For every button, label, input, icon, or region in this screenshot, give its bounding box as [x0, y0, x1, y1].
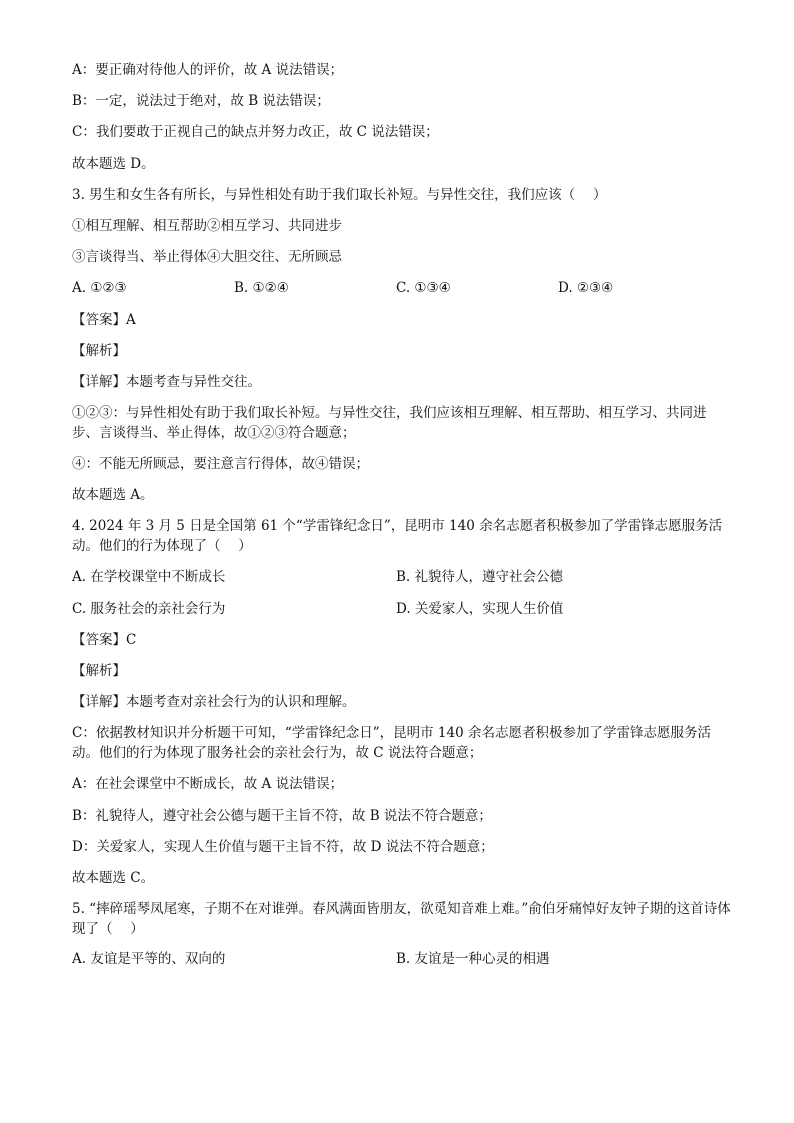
question-4-options-row1 [72, 567, 732, 598]
text-line: A：要正确对待他人的评价，故 A 说法错误； [72, 62, 344, 78]
question-5-options-row1 [72, 949, 732, 980]
option-b: B. ①②④ [234, 280, 289, 297]
option-d: D. ②③④ [558, 280, 614, 297]
question-5-stem: 5. “摔碎瑶琴凤尾寒，子期不在对谁弹。春风满面皆朋友，欲觅知音难上难。”俞伯牙痛悼好友钟子期的这首诗体现了（ ） [72, 901, 731, 938]
analysis-heading: 【解析】 [72, 663, 126, 679]
detail-line: 【详解】本题考查对亲社会行为的认识和理解。 [72, 694, 356, 711]
question-3-stem: 3. 男生和女生各有所长，与异性相处有助于我们取长补短。与异性交往，我们应该（ ） [72, 186, 607, 203]
explanation-text: D：关爱家人，实现人生价值与题干主旨不符，故 D 说法不符合题意； [72, 838, 494, 855]
text-line: B：一定，说法过于绝对，故 B 说法错误； [72, 93, 330, 110]
document-page [72, 60, 732, 980]
question-3-statement: ③言谈得当、举止得体④大胆交往、无所顾忌 [72, 249, 342, 266]
explanation-text: ①②③：与异性相处有助于我们取长补短。与异性交往，我们应该相互理解、相互帮助、相互学习、共同进步、言谈得当、举止得体，故①②③符合题意； [72, 405, 707, 442]
option-c: C. 服务社会的亲社会行为 [72, 600, 226, 617]
answer-line: 【答案】A [72, 311, 136, 328]
answer-line: 【答案】C [72, 631, 137, 648]
option-a: A. 友谊是平等的、双向的 [72, 951, 226, 968]
explanation-text: 故本题选 A。 [72, 487, 154, 504]
explanation-text: B：礼貌待人，遵守社会公德与题干主旨不符，故 B 说法不符合题意； [72, 807, 492, 824]
question-4-stem: 4. 2024 年 3 月 5 日是全国第 61 个“学雷锋纪念日”，昆明市 140 余名志愿者积极参加了学雷锋志愿服务活动。他们的行为体现了（ ） [72, 518, 723, 555]
option-d: D. 关爱家人，实现人生价值 [396, 600, 564, 617]
explanation-text: 故本题选 C。 [72, 869, 155, 886]
explanation-text: A：在社会课堂中不断成长，故 A 说法错误； [72, 776, 344, 793]
text-line: 故本题选 D。 [72, 155, 155, 172]
text-line: C：我们要敢于正视自己的缺点并努力改正，故 C 说法错误； [72, 124, 439, 141]
option-b: B. 礼貌待人，遵守社会公德 [396, 569, 564, 586]
detail-line: 【详解】本题考查与异性交往。 [72, 373, 261, 390]
option-a: A. 在学校课堂中不断成长 [72, 569, 226, 586]
option-b: B. 友谊是一种心灵的相遇 [396, 951, 550, 968]
option-c: C. ①③④ [396, 280, 451, 297]
question-3-options [72, 278, 732, 309]
explanation-text: C：依据教材知识并分析题干可知，“学雷锋纪念日”，昆明市 140 余名志愿者积极参加了学雷锋志愿服务活动。他们的行为体现了服务社会的亲社会行为，故 C 说法符合题意； [72, 725, 711, 762]
question-3-statement: ①相互理解、相互帮助②相互学习、共同进步 [72, 217, 342, 234]
option-a: A. ①②③ [72, 280, 127, 297]
question-4-options-row2 [72, 599, 732, 630]
analysis-heading: 【解析】 [72, 342, 126, 359]
explanation-text: ④：不能无所顾忌，要注意言行得体，故④错误； [72, 456, 369, 473]
